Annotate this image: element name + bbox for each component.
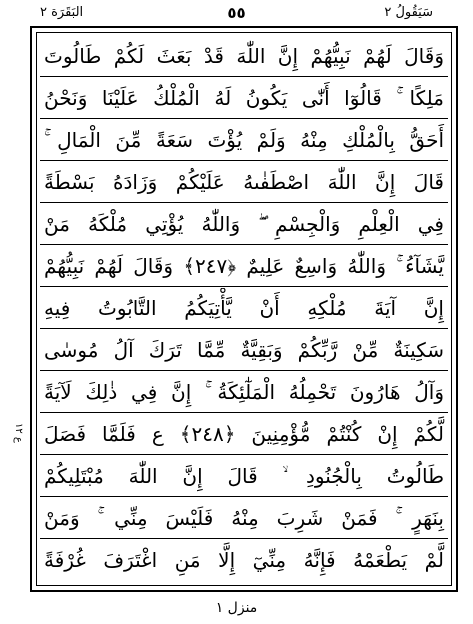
verse-line: لَّكُمْ إِنْ كُنْتُمْ مُّؤْمِنِينَ ﴿٢٤٨﴾ ع فَلَمَّا فَصَلَ xyxy=(40,414,448,455)
verse-line: طَالُوتُ بِالْجُنُودِ ۙ قَالَ إِنَّ اللّٰهَ مُبْتَلِيكُمْ xyxy=(40,456,448,497)
verse-line: فِي الْعِلْمِ وَالْجِسْمِ ۖ وَاللّٰهُ يُؤْتِي مُلْكَهُ مَنْ xyxy=(40,204,448,245)
surah-name: البَقَرَة ٢ xyxy=(40,5,84,20)
verse-line: لَّمْ يَطْعَمْهُ فَإِنَّهُ مِنِّيٓ إِلَّا مَنِ اغْتَرَفَ غُرْفَةً xyxy=(44,548,444,572)
verse-line: وَآلُ هَارُونَ تَحْمِلُهُ الْمَلٰٓئِكَةُ ۚ إِنَّ فِي ذٰلِكَ لَآيَةً xyxy=(40,372,448,413)
verse-line: مَلِكًا ۚ قَالُوٓا أَنّٰى يَكُونُ لَهُ الْمُلْكُ عَلَيْنَا وَنَحْنُ xyxy=(40,78,448,119)
verse-line: قَالَ إِنَّ اللّٰهَ اصْطَفٰىهُ عَلَيْكُمْ وَزَادَهُ بَسْطَةً xyxy=(40,162,448,203)
verse-line: إِنَّ آيَةَ مُلْكِهِ أَنْ يَّأْتِيَكُمُ التَّابُوتُ فِيهِ xyxy=(40,288,448,329)
manzil-footer: منزل ١ xyxy=(215,600,258,616)
verse-line: وَقَالَ لَهُمْ نَبِيُّهُمْ إِنَّ اللّٰهَ قَدْ بَعَثَ لَكُمْ طَالُوتَ xyxy=(40,36,448,77)
ruku-margin-note: ع ١٢ xyxy=(13,423,24,443)
page-number: ٥٥ xyxy=(227,4,246,22)
verse-lines xyxy=(40,36,448,582)
verse-line: بِنَهَرٍ ۚ فَمَنْ شَرِبَ مِنْهُ فَلَيْسَ مِنِّي ۚ وَمَنْ xyxy=(40,498,448,539)
juz-name: سَيَقُولُ ٢ xyxy=(384,5,433,20)
verse-line: سَكِينَةٌ مِّنْ رَّبِّكُمْ وَبَقِيَّةٌ مِّمَّا تَرَكَ آلُ مُوسٰى xyxy=(40,330,448,371)
verse-line: أَحَقُّ بِالْمُلْكِ مِنْهُ وَلَمْ يُؤْتَ سَعَةً مِّنَ الْمَالِ ۚ xyxy=(40,120,448,161)
verse-line: يَّشَآءُ ۚ وَاللّٰهُ وَاسِعٌ عَلِيمٌ ﴿٢٤٧﴾ وَقَالَ لَهُمْ نَبِيُّهُمْ xyxy=(40,246,448,287)
